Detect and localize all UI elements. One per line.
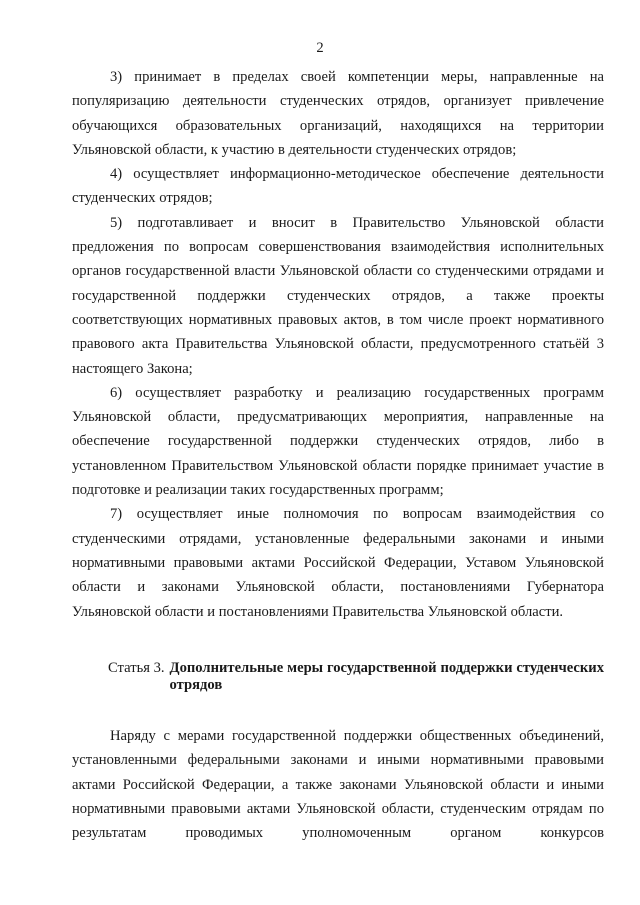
closing-paragraph: Наряду с мерами государственной поддержки общественных объединений, установленными федеральными законами и иными нормативными правовыми актами Российской Федерации, а также законами Ульяновской области и иными нормативными правовыми актами Ульяновской области, студенческим отрядам по результатам проводимых уполномоченным органом конкурсов bbox=[72, 728, 604, 842]
paragraph-item-6: 6) осуществляет разработку и реализацию государственных программ Ульяновской области, предусматривающих мероприятия, направленные на обеспечение государственной поддержки студенческих отрядов, либо в установленном Правительством Ульяновской области порядке принимает участие в подготовке и реализации таких государственных программ; bbox=[72, 384, 604, 499]
article-label: Статья 3. bbox=[108, 660, 165, 676]
paragraph-item-4: 4) осуществляет информационно-методическое обеспечение деятельности студенческих отрядов; bbox=[72, 166, 604, 207]
article-title: Дополнительные меры государственной поддержки студенческих отрядов bbox=[169, 660, 604, 693]
page-number: 2 bbox=[316, 40, 324, 56]
paragraph-item-3: 3) принимает в пределах своей компетенции меры, направленные на популяризацию деятельности студенческих отрядов, организует привлечение обучающихся образовательных организаций, находящихся на территории Ульяновской области, к участию в деятельности студенческих отрядов; bbox=[72, 69, 604, 158]
paragraph-item-7: 7) осуществляет иные полномочия по вопросам взаимодействия со студенческими отрядами, установленные федеральными законами и иными нормативными правовыми актами Российской Федерации, Уставом Ульяновской области и законами Ульяновской области, постановлениями Губернатора Ульяновской области и постановлениями Правительства Ульяновской области. bbox=[72, 506, 604, 620]
paragraph-item-5: 5) подготавливает и вносит в Правительство Ульяновской области предложения по вопросам совершенствования взаимодействия исполнительных органов государственной власти Ульяновской области со студенческими отрядами и государственной поддержки студенческих отрядов, а также проекты соответствующих нормативных правовых актов, в том числе проект нормативного правового акта Правительства Ульяновской области, предусмотренного статьёй 3 настоящего Закона; bbox=[72, 214, 604, 377]
article-body bbox=[72, 724, 604, 845]
article-heading bbox=[108, 660, 604, 694]
powers-list bbox=[72, 65, 604, 624]
